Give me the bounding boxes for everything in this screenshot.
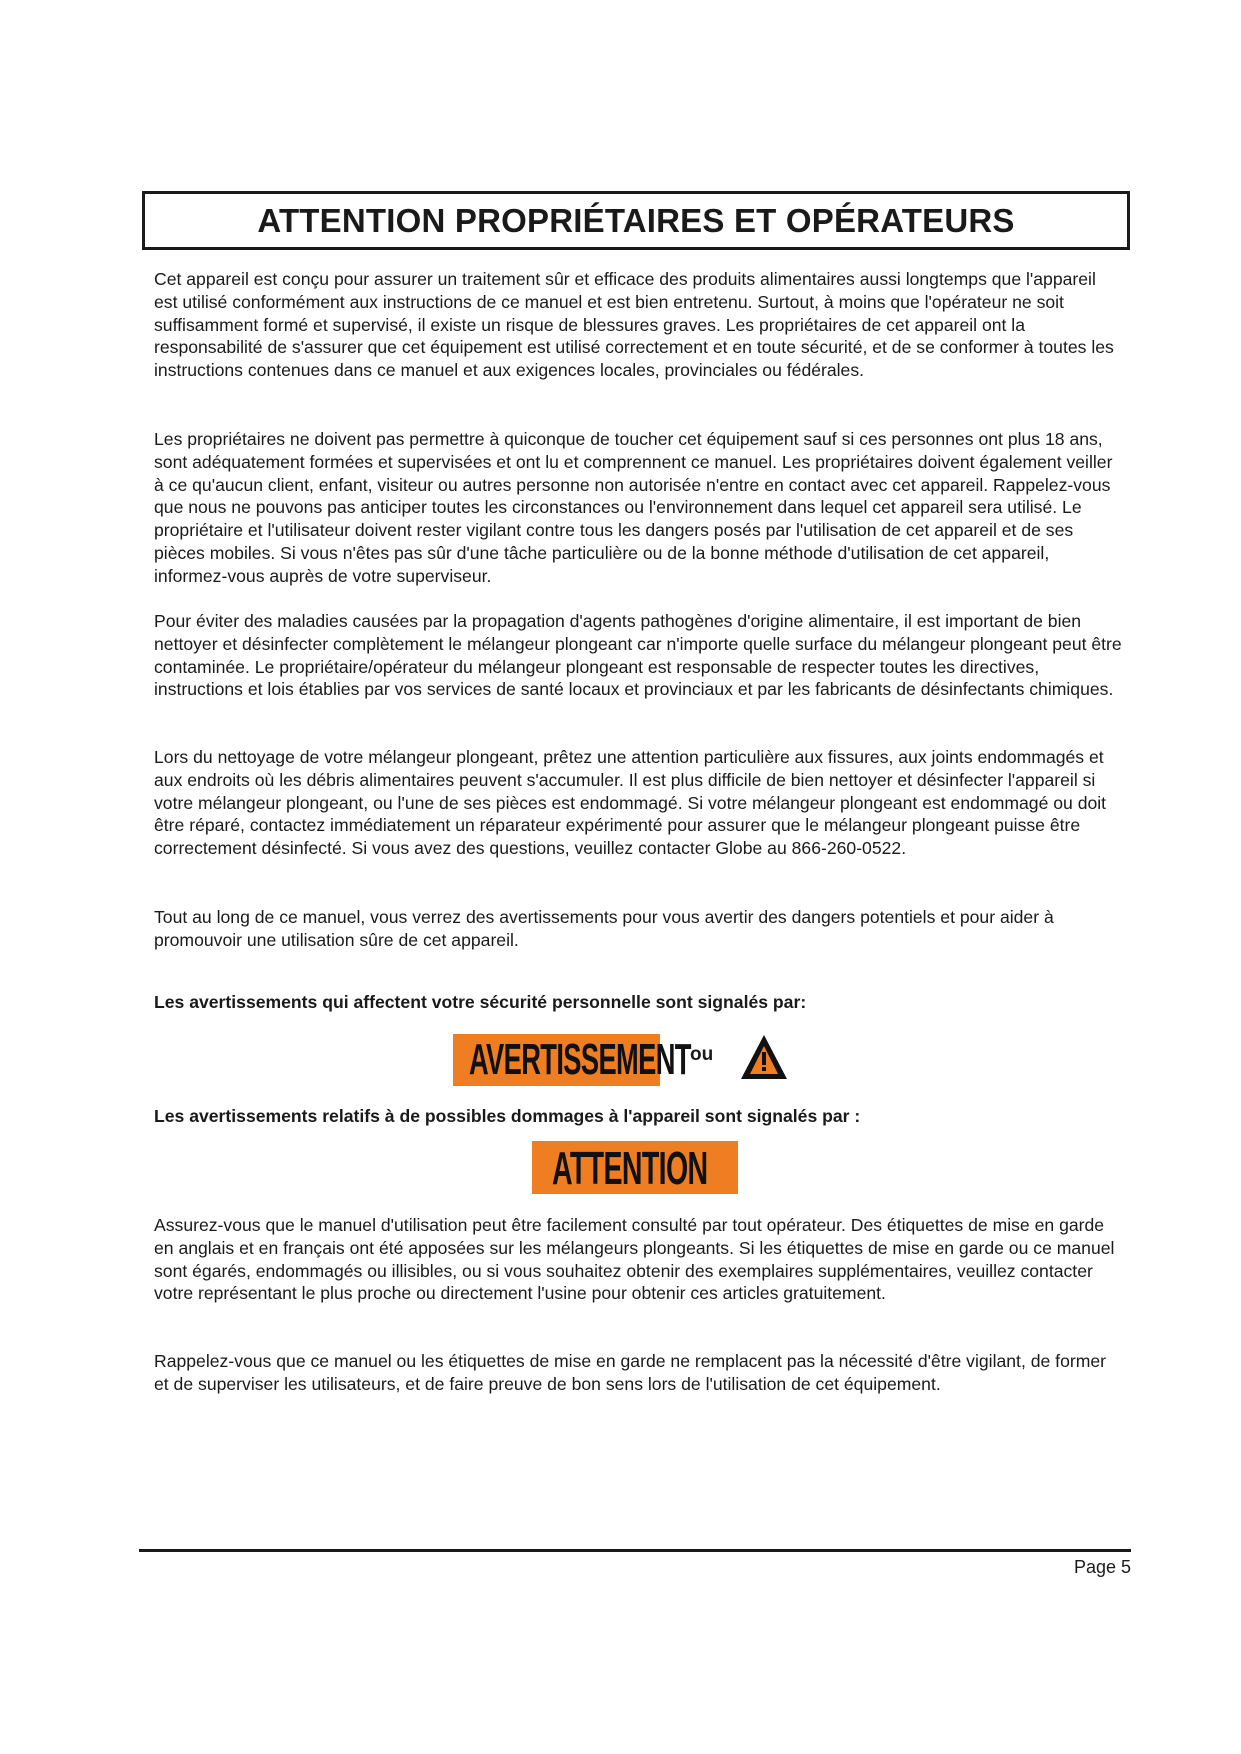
paragraph-cleaning: Lors du nettoyage de votre mélangeur plongeant, prêtez une attention particulière aux fissures, aux joints endommagés et aux endroits où les débris alimentaires peuvent s'accumuler. Il est plus difficile de bien nettoyer et désinfecter l'appareil si votre mélangeur plongeant, ou l'une de ses pièces est endommagé. Si votre mélangeur plongeant est endommagé ou doit être réparé, contactez immédiatement un réparateur expérimenté pour assurer que le mélangeur plongeant puisse être correctement désinfecté. Si vous avez des questions, veuillez contacter Globe au 866-260-0522. [154, 747, 1107, 859]
or-connector: ou [690, 1044, 714, 1065]
paragraph-reminder: Rappelez-vous que ce manuel ou les étiquettes de mise en garde ne remplacent pas la nécessité d'être vigilant, de former et de superviser les utilisateurs, et de faire preuve de bon sens lors de l'utilisation de cet équipement. [154, 1351, 1107, 1394]
title-box [142, 191, 1130, 250]
avertissement-label [453, 1034, 691, 1086]
equipment-damage-heading: Les avertissements relatifs à de possibles dommages à l'appareil sont signalés par : [154, 1106, 861, 1126]
paragraph-warnings-intro: Tout au long de ce manuel, vous verrez des avertissements pour vous avertir des dangers potentiels et pour aider à promouvoir une utilisation sûre de cet appareil. [154, 907, 1054, 950]
paragraph-manual-access: Assurez-vous que le manuel d'utilisation peut être facilement consulté par tout opérateur. Des étiquettes de mise en garde en anglais et en français ont été apposées sur les mélangeurs plongeants. Si les étiquettes de mise en garde ou ce manuel sont égarés, endommagés ou illisibles, ou si vous souhaitez obtenir des exemplaires supplémentaires, veuillez contacter votre représentant le plus proche ou directement l'usine pour obtenir ces articles gratuitement. [154, 1215, 1115, 1304]
attention-label [532, 1141, 738, 1194]
attention-text: ATTENTION [552, 1141, 708, 1194]
footer-rule [139, 1549, 1131, 1552]
personal-safety-heading: Les avertissements qui affectent votre sécurité personnelle sont signalés par: [154, 992, 807, 1012]
warning-triangle-icon [740, 1034, 788, 1080]
avertissement-text: AVERTISSEMENT [469, 1035, 691, 1084]
page-number: Page 5 [1073, 1557, 1131, 1577]
page-title: ATTENTION PROPRIÉTAIRES ET OPÉRATEURS [257, 201, 1015, 239]
paragraph-owners: Les propriétaires ne doivent pas permettre à quiconque de toucher cet équipement sauf si ces personnes ont plus 18 ans, sont adéquatement formées et supervisées et ont lu et comprennent ce manuel. Les propriétaires doivent également veiller à ce qu'aucun client, enfant, visiteur ou autres personne non autorisée n'entre en contact avec cet appareil. Rappelez-vous que nous ne pouvons pas anticiper toutes les circonstances ou l'environnement dans lequel cet appareil sera utilisé. Le propriétaire et l'utilisateur doivent rester vigilant contre tous les dangers posés par l'utilisation de cet appareil et de ses pièces mobiles. Si vous n'êtes pas sûr d'une tâche particulière ou de la bonne méthode d'utilisation de cet appareil, informez-vous auprès de votre superviseur. [154, 429, 1113, 586]
paragraph-intro: Cet appareil est conçu pour assurer un traitement sûr et efficace des produits alimentaires aussi longtemps que l'appareil est utilisé conformément aux instructions de ce manuel et est bien entretenu. Surtout, à moins que l'opérateur ne soit suffisamment formé et supervisé, il existe un risque de blessures graves. Les propriétaires de cet appareil ont la responsabilité de s'assurer que cet équipement est utilisé correctement et en toute sécurité, et de se conformer à toutes les instructions contenues dans ce manuel et aux exigences locales, provinciales ou fédérales. [154, 269, 1114, 381]
paragraph-pathogens: Pour éviter des maladies causées par la propagation d'agents pathogènes d'origine alimentaire, il est important de bien nettoyer et désinfecter complètement le mélangeur plongeant car n'importe quelle surface du mélangeur plongeant peut être contaminée. Le propriétaire/opérateur du mélangeur plongeant est responsable de respecter toutes les directives, instructions et lois établies par vos services de santé locaux et provinciaux et par les fabricants de désinfectants chimiques. [154, 611, 1122, 700]
